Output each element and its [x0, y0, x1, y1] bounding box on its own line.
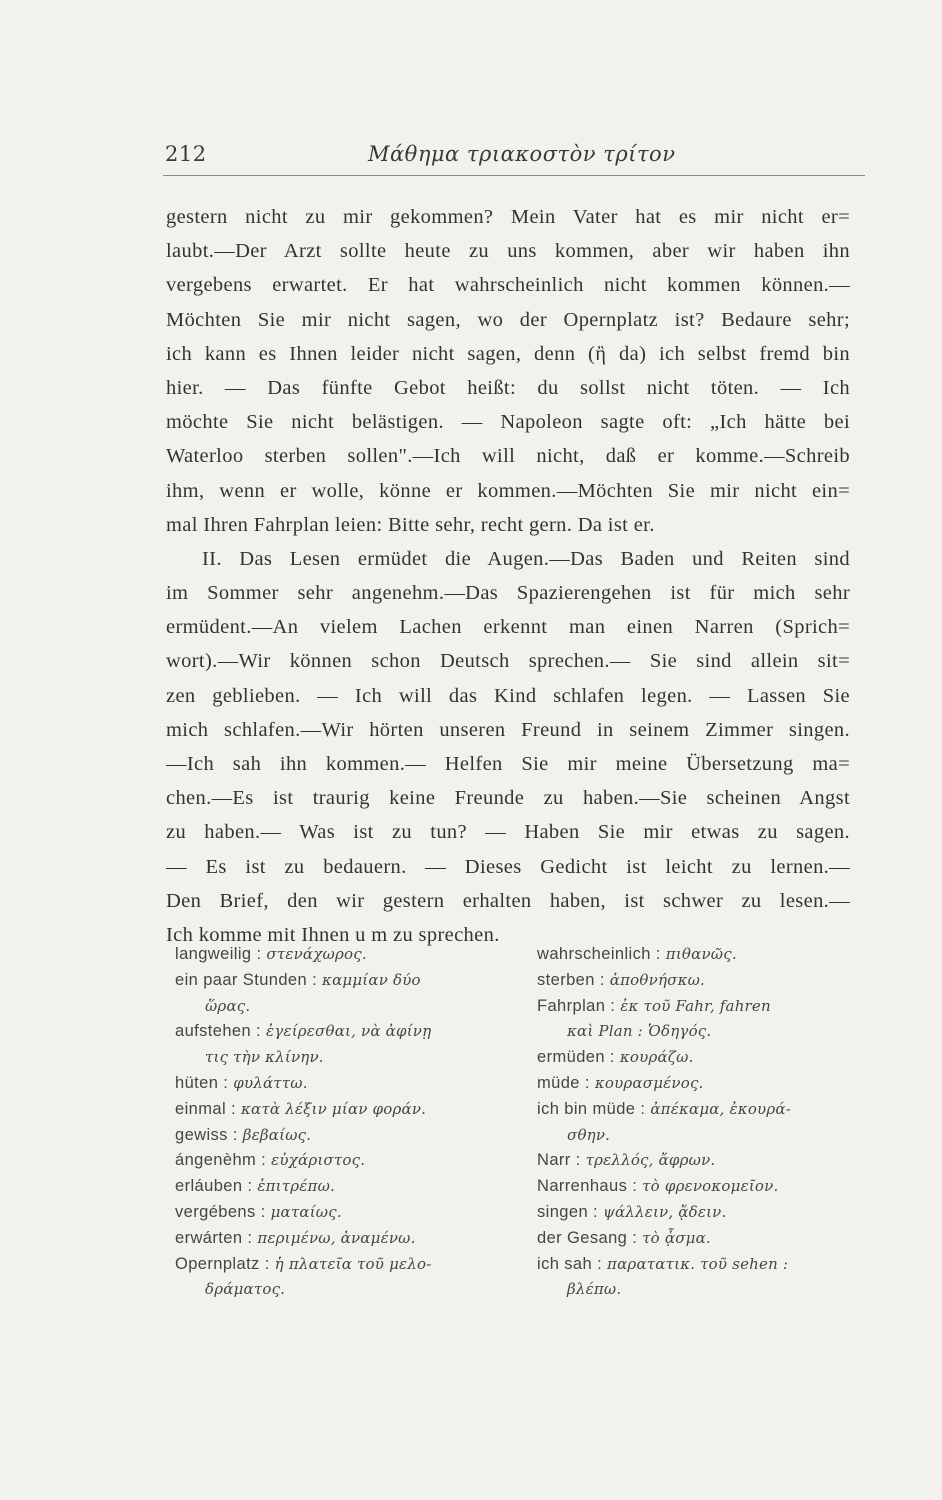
text-line: vergebens erwartet. Er hat wahrscheinlich nicht kommen können.— [166, 274, 850, 297]
text-line: Ich komme mit Ihnen u m zu sprechen. [166, 923, 500, 946]
vocab-entry: Narr : τρελλός, ἄφρων. [537, 1151, 716, 1170]
text-line: im Sommer sehr angenehm.—Das Spazierengehen ist für mich sehr [166, 582, 850, 605]
text-line: Den Brief, den wir gestern erhalten haben, ist schwer zu lesen.— [166, 889, 850, 912]
section-ii-first-line: II. Das Lesen ermüdet die Augen.—Das Baden und Reiten sind [202, 547, 850, 570]
text-line: chen.—Es ist traurig keine Freunde zu haben.—Sie scheinen Angst [166, 787, 850, 810]
text-line: hier. — Das fünfte Gebot heißt: du sollst nicht töten. — Ich [166, 376, 850, 399]
vocab-entry: Narrenhaus : τὸ φρενοκομεῖον. [537, 1177, 779, 1196]
vocab-entry: aufstehen : ἐγείρεσθαι, νὰ ἀφίνῃ [175, 1022, 432, 1041]
header-rule [163, 175, 865, 176]
vocab-entry: wahrscheinlich : πιθανῶς. [537, 945, 737, 963]
vocab-entry: erláuben : ἐπιτρέπω. [175, 1177, 335, 1196]
page-number: 212 [165, 142, 207, 166]
text-line: mal Ihren Fahrplan leien: Bitte sehr, recht gern. Da ist er. [166, 513, 655, 536]
text-line: Möchten Sie mir nicht sagen, wo der Opernplatz ist? Bedaure sehr; [166, 308, 850, 331]
vocab-entry: müde : κουρασμένος. [537, 1073, 704, 1092]
vocab-entry: einmal : κατὰ λέξιν μίαν φοράν. [175, 1099, 427, 1118]
vocabulary-right-column [537, 942, 865, 1303]
vocab-entry: ein paar Stunden : καμμίαν δύο [175, 970, 421, 989]
vocab-entry: ich bin müde : ἀπέκαμα, ἐκουρά- [537, 1099, 791, 1118]
vocab-entry: Opernplatz : ἡ πλατεῖα τοῦ μελο- [175, 1254, 432, 1273]
text-line: ermüdent.—An vielem Lachen erkennt man einen Narren (Sprich= [166, 616, 850, 639]
vocabulary-left-column [175, 942, 515, 1303]
vocab-entry: erwárten : περιμένω, ἀναμένω. [175, 1228, 416, 1247]
vocab-entry: ermüden : κουράζω. [537, 1048, 694, 1067]
running-head: Μάθημα τριακοστὸν τρίτον [368, 142, 676, 166]
text-line: laubt.—Der Arzt sollte heute zu uns kommen, aber wir haben ihn [166, 240, 850, 263]
vocab-entry-continuation: σθην. [567, 1125, 611, 1144]
vocab-entry: gewiss : βεβαίως. [175, 1125, 312, 1144]
text-line: gestern nicht zu mir gekommen? Mein Vater hat es mir nicht er= [166, 206, 850, 228]
text-line: zen geblieben. — Ich will das Kind schlafen legen. — Lassen Sie [166, 684, 850, 707]
vocab-entry: Fahrplan : ἐκ τοῦ Fahr, fahren [537, 996, 771, 1015]
text-line: zu haben.— Was ist zu tun? — Haben Sie mir etwas zu sagen. [166, 821, 850, 844]
vocab-entry: ich sah : παρατατικ. τοῦ sehen : [537, 1254, 789, 1273]
exercise-text [166, 200, 850, 952]
text-line: mich schlafen.—Wir hörten unseren Freund in seinem Zimmer singen. [166, 718, 850, 741]
text-line: Waterloo sterben sollen".—Ich will nicht, daß er komme.—Schreib [166, 445, 850, 468]
vocab-entry-continuation: καὶ Plan : Ὁδηγός. [567, 1022, 712, 1041]
vocab-entry-continuation: βλέπω. [567, 1280, 622, 1299]
page-header [165, 142, 865, 172]
vocab-entry-continuation: τις τὴν κλίνην. [205, 1048, 324, 1067]
text-line: wort).—Wir können schon Deutsch sprechen.— Sie sind allein sit= [166, 650, 850, 673]
vocab-entry: singen : ψάλλειν, ᾄδειν. [537, 1202, 727, 1221]
text-line: ihm, wenn er wolle, könne er kommen.—Möchten Sie mir nicht ein= [166, 479, 850, 502]
text-line: möchte Sie nicht belästigen. — Napoleon sagte oft: „Ich hätte bei [166, 411, 850, 434]
vocab-entry-continuation: ὥρας. [205, 996, 251, 1015]
text-line: —Ich sah ihn kommen.— Helfen Sie mir meine Übersetzung ma= [166, 753, 850, 775]
vocab-entry: hüten : φυλάττω. [175, 1073, 308, 1092]
vocab-entry: ángenèhm : εὐχάριστος. [175, 1151, 366, 1170]
text-line: — Es ist zu bedauern. — Dieses Gedicht ist leicht zu lernen.— [166, 855, 850, 878]
text-line: ich kann es Ihnen leider nicht sagen, denn (ἢ da) ich selbst fremd bin [166, 342, 850, 365]
vocab-entry-continuation: δράματος. [205, 1280, 286, 1299]
vocab-entry: sterben : ἀποθνήσκω. [537, 970, 706, 989]
vocab-entry: langweilig : στενάχωρος. [175, 945, 367, 963]
vocab-entry: vergébens : ματαίως. [175, 1202, 342, 1221]
vocab-entry: der Gesang : τὸ ᾆσμα. [537, 1228, 711, 1247]
